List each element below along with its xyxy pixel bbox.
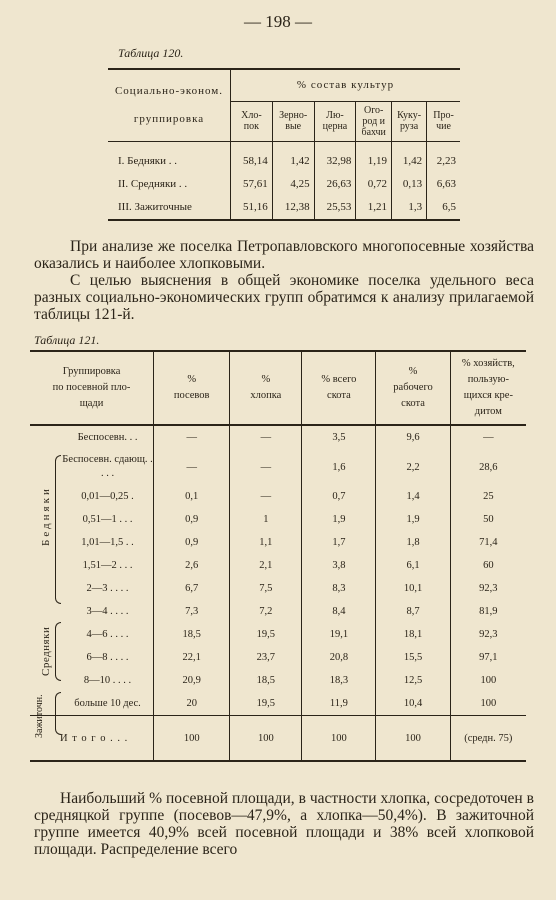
t121-cell: — — [154, 425, 230, 449]
table-121-caption: Таблица 121. — [34, 333, 100, 347]
t120-cell: 4,25 — [272, 173, 314, 196]
t121-row-label: 2—3 . . . . — [86, 583, 129, 594]
t121-row — [30, 508, 526, 531]
t121-cell: 1,9 — [302, 508, 376, 531]
t120-col-header: Куку- руза — [392, 101, 427, 141]
t121-row-label: 3—4 . . . . — [86, 606, 129, 617]
t121-row — [30, 425, 526, 449]
t121-cell: 1 — [230, 508, 302, 531]
t120-cell: 26,63 — [314, 173, 356, 196]
t121-cell: — — [230, 425, 302, 449]
table-120 — [108, 68, 460, 221]
t121-cell: 1,1 — [230, 531, 302, 554]
t121-cell: 7,3 — [154, 600, 230, 623]
t121-row — [30, 600, 526, 623]
page-number: — 198 — — [244, 12, 312, 31]
t120-cell: 6,5 — [427, 196, 460, 220]
t121-cell: — — [230, 449, 302, 485]
side-label-rich: Зажиточн. — [34, 694, 45, 738]
t121-cell: 10,1 — [376, 577, 450, 600]
paragraph-2: С целью выяснения в общей экономике поселка удельного веса разных социально-экономических групп обратимся к анализу прилагаемой таблицы 121-й. — [34, 272, 534, 323]
t121-cell: 2,1 — [230, 554, 302, 577]
t121-cell: — — [230, 485, 302, 508]
t121-cell: 71,4 — [450, 531, 526, 554]
t121-cell: 2,6 — [154, 554, 230, 577]
t121-col-header: % хлопка — [230, 351, 302, 425]
t120-cell: 2,23 — [427, 141, 460, 173]
t121-total-cell: 100 — [230, 716, 302, 762]
t121-cell: 97,1 — [450, 646, 526, 669]
t120-row — [108, 141, 460, 173]
t120-row — [108, 196, 460, 220]
t121-cell: 0,9 — [154, 531, 230, 554]
paragraph-3: Наибольший % посевной площади, в частности хлопка, сосредоточен в средняцкой группе (посевов—47,9%, а хлопка—50,4%). В зажиточной группе имеется 40,9% всей посевной площади и 38% всей хлопковой площади. Распределение всего — [34, 790, 534, 858]
t121-row — [30, 554, 526, 577]
t121-cell: 18,5 — [230, 669, 302, 692]
group-header — [108, 69, 231, 141]
t121-row — [30, 449, 526, 485]
t121-cell: 1,9 — [376, 508, 450, 531]
t120-col-header: Лю- церна — [314, 101, 356, 141]
side-label-poor: Бедняки — [40, 486, 52, 546]
t121-cell: 19,5 — [230, 692, 302, 716]
t121-cell: 1,7 — [302, 531, 376, 554]
t121-cell: 3,5 — [302, 425, 376, 449]
t121-cell: 25 — [450, 485, 526, 508]
t120-cell: 1,42 — [272, 141, 314, 173]
t120-cell: 1,19 — [356, 141, 392, 173]
group-header-line-2: группировка — [133, 113, 205, 126]
brace-poor — [55, 455, 61, 604]
t121-cell: 100 — [450, 669, 526, 692]
t121-row-label: 4—6 . . . . — [86, 629, 129, 640]
t121-cell: 92,3 — [450, 577, 526, 600]
t121-cell: 20,8 — [302, 646, 376, 669]
t121-cell: 19,5 — [230, 623, 302, 646]
t121-cell: 6,7 — [154, 577, 230, 600]
t121-cell: 81,9 — [450, 600, 526, 623]
t120-cell: 1,42 — [392, 141, 427, 173]
t121-row-label: 8—10 . . . . — [83, 675, 132, 686]
t121-cell: 15,5 — [376, 646, 450, 669]
t120-cell: 25,53 — [314, 196, 356, 220]
t120-col-header: Хло- пок — [231, 101, 273, 141]
t121-col-header: % рабочего скота — [376, 351, 450, 425]
t121-row-label: 1,51—2 . . . — [82, 560, 133, 571]
brace-middle — [55, 622, 61, 681]
t121-cell: 60 — [450, 554, 526, 577]
t121-cell: 8,3 — [302, 577, 376, 600]
t121-cell: 28,6 — [450, 449, 526, 485]
t121-cell: 0,7 — [302, 485, 376, 508]
t120-row-label: II. Средняки . . — [108, 173, 231, 196]
t120-row-label: III. Зажиточные — [108, 196, 231, 220]
t120-cell: 32,98 — [314, 141, 356, 173]
t121-cell: 8,4 — [302, 600, 376, 623]
t121-cell: 3,8 — [302, 554, 376, 577]
table-121 — [30, 350, 526, 762]
t121-cell: 1,6 — [302, 449, 376, 485]
t121-row — [30, 692, 526, 716]
t120-cell: 1,21 — [356, 196, 392, 220]
brace-rich — [55, 692, 61, 735]
table-120-caption: Таблица 120. — [118, 46, 184, 60]
t121-cell: 10,4 — [376, 692, 450, 716]
t121-cell: 0,9 — [154, 508, 230, 531]
t121-col-header: % всего скота — [302, 351, 376, 425]
t121-cell: 50 — [450, 508, 526, 531]
t121-row-label: Беспосевн. . . — [77, 432, 138, 443]
t121-cell: 22,1 — [154, 646, 230, 669]
t121-cell: 20,9 — [154, 669, 230, 692]
t121-total-cell: 100 — [154, 716, 230, 762]
t121-cell: 2,2 — [376, 449, 450, 485]
t120-row-label: I. Бедняки . . — [108, 141, 231, 173]
t121-cell: 20 — [154, 692, 230, 716]
t120-col-header: Ого- род и бахчи — [356, 101, 392, 141]
t120-cell: 6,63 — [427, 173, 460, 196]
t121-cell: 18,3 — [302, 669, 376, 692]
t120-cell: 0,13 — [392, 173, 427, 196]
t121-col-header: Группировка по посевной пло- щади — [30, 351, 154, 425]
t121-cell: 7,5 — [230, 577, 302, 600]
paragraph-1: При анализе же поселка Петропавловского многопосевные хозяйства оказались и наиболее хлопковыми. — [34, 238, 534, 272]
t121-row — [30, 623, 526, 646]
t120-cell: 51,16 — [231, 196, 273, 220]
t121-cell: 18,1 — [376, 623, 450, 646]
t121-cell: 0,1 — [154, 485, 230, 508]
t121-total-cell: 100 — [376, 716, 450, 762]
t121-row — [30, 646, 526, 669]
t121-cell: — — [154, 449, 230, 485]
t121-row-label: больше 10 дес. — [74, 698, 141, 709]
group-header-line-1: Социально-эконом. — [114, 85, 224, 98]
t121-cell: 92,3 — [450, 623, 526, 646]
t121-row-label: 0,51—1 . . . — [82, 514, 133, 525]
t121-total-cell: (средн. 75) — [450, 716, 526, 762]
t121-cell: 1,8 — [376, 531, 450, 554]
composition-header: % состав культур — [296, 79, 395, 92]
t121-cell: 12,5 — [376, 669, 450, 692]
t121-row — [30, 669, 526, 692]
side-label-middle: Средняки — [40, 626, 52, 676]
t121-row-label: 0,01—0,25 . — [81, 491, 134, 502]
t121-cell: 7,2 — [230, 600, 302, 623]
t121-row — [30, 531, 526, 554]
t121-cell: — — [450, 425, 526, 449]
t121-cell: 19,1 — [302, 623, 376, 646]
t121-cell: 18,5 — [154, 623, 230, 646]
t121-cell: 9,6 — [376, 425, 450, 449]
t121-col-header: % хозяйств, пользую- щихся кре- дитом — [450, 351, 526, 425]
t121-row — [30, 577, 526, 600]
t120-cell: 58,14 — [231, 141, 273, 173]
t121-cell: 6,1 — [376, 554, 450, 577]
t121-cell: 100 — [450, 692, 526, 716]
t120-col-header: Про- чие — [427, 101, 460, 141]
t120-cell: 0,72 — [356, 173, 392, 196]
t121-cell: 1,4 — [376, 485, 450, 508]
t121-row-label: 6—8 . . . . — [86, 652, 129, 663]
t121-cell: 23,7 — [230, 646, 302, 669]
t121-row — [30, 485, 526, 508]
t121-row-label: 1,01—1,5 . . — [81, 537, 134, 548]
t120-cell: 1,3 — [392, 196, 427, 220]
t121-total-label: И т о г о . . . — [30, 716, 154, 762]
t121-row-label: Беспосевн. сдающ. . . . . — [62, 454, 153, 479]
t120-col-header: Зерно- вые — [272, 101, 314, 141]
t121-cell: 8,7 — [376, 600, 450, 623]
t121-col-header: % посевов — [154, 351, 230, 425]
t120-cell: 12,38 — [272, 196, 314, 220]
t120-cell: 57,61 — [231, 173, 273, 196]
t120-row — [108, 173, 460, 196]
t121-cell: 11,9 — [302, 692, 376, 716]
t121-total-cell: 100 — [302, 716, 376, 762]
